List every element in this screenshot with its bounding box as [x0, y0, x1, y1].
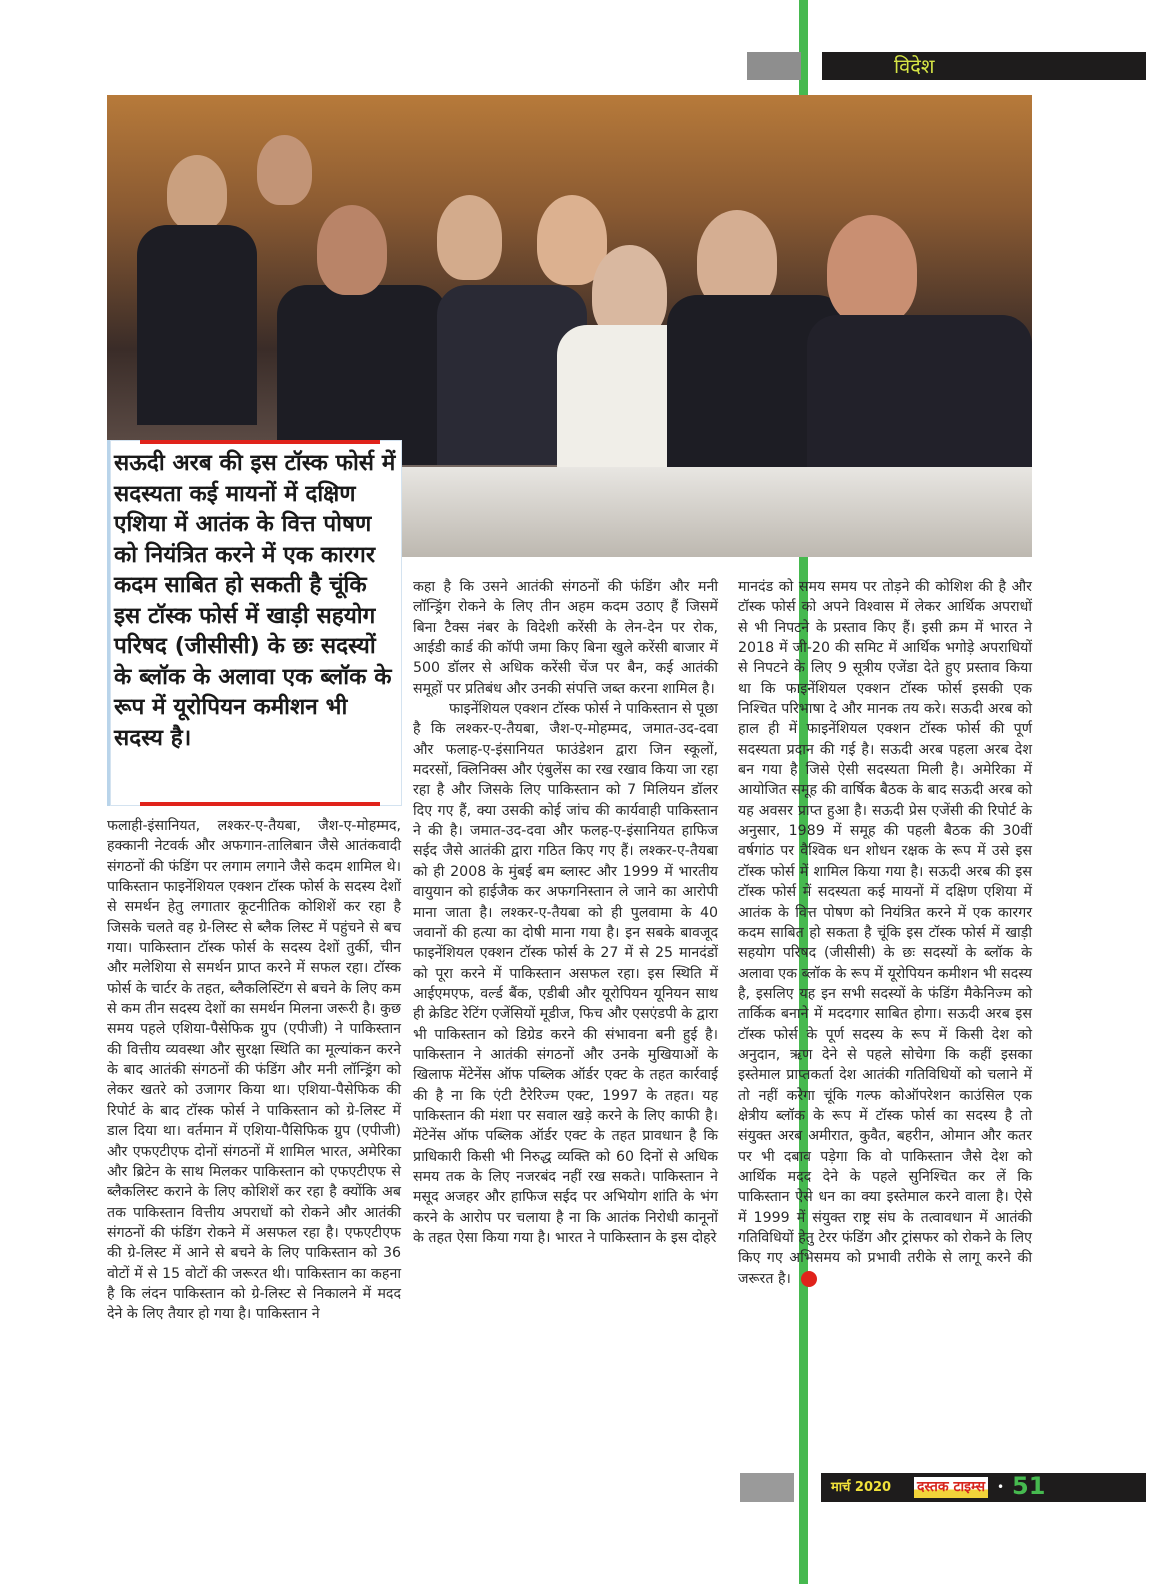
magazine-logo: दस्तक टाइम्स: [914, 1477, 988, 1498]
header-gray-block: [747, 52, 801, 80]
paragraph: फाइनेंशियल एक्शन टॉस्क फोर्स ने पाकिस्तान से पूछा है कि लश्कर-ए-तैयबा, जैश-ए-मोहम्मद, जमात-उद-दवा और फलाह-ए-इंसानियत फाउंडेशन द्वारा जिन स्कूलों, मदरसों, क्लिनिक्स और एंबुलेंस का रख रखाव किया जा रहा रहा है और जिसके लिए पाकिस्तान को 7 मिलियन डॉलर दिए गए हैं, क्या उसकी कोई जांच की कार्यवाही पाकिस्तान ने की है। जमात-उद-दवा और फलह-ए-इंसानियत हाफिज सईद जैसे आतंकी द्वारा गठित किए गए हैं। लश्कर-ए-तैयबा को ही 2008 के मुंबई बम ब्लास्ट और 1999 में भारतीय वायुयान को हाईजैक कर अफगनिस्तान ले जाने का आरोपी माना जाता है। लश्कर-ए-तैयबा को ही पुलवामा के 40 जवानों की हत्या का दोषी माना गया है। इन सबके बावजूद फाइनेंशियल एक्शन टॉस्क फोर्स के 27 में से 25 मानदंडों को पूरा करने में पाकिस्तान असफल रहा। इस स्थिति में आईएमएफ, वर्ल्ड बैंक, एडीबी और यूरोपियन यूनियन साथ ही क्रेडिट रेटिंग एजेंसियों मूडीज, फिच और एसएंडपी के द्वारा भी पाकिस्तान को डिग्रेड करने की संभावना बनी हुई है। पाकिस्तान ने आतंकी संगठनों और उनके मुखियाओं के खिलाफ मेंटेनेंस ऑफ पब्लिक ऑर्डर एक्ट के तहत कार्रवाई की है ना कि एंटी टैरेरिज्म एक्ट, 1997 के तहत। यह पाकिस्तान की मंशा पर सवाल खड़े करने के लिए काफी है। मेंटेनेंस ऑफ पब्लिक ऑर्डर एक्ट के तहत प्रावधान है कि प्राधिकारी किसी भी निरुद्ध व्यक्ति को 60 दिनों से अधिक समय तक के लिए नजरबंद नहीं रख सकते। पाकिस्तान ने मसूद अजहर और हाफिज सईद पर अभियोग शांति के भंग करने के आरोप पर चलाया है ना कि आतंक निरोधी कानूनों के तहत ऐसा किया गया है। भारत ने पाकिस्तान के इस दोहरे: [413, 701, 718, 1246]
paragraph: [738, 577, 1032, 1289]
paragraph: फलाही-इंसानियत, लश्कर-ए-तैयबा, जैश-ए-मोहम्मद, हक्कानी नेटवर्क और अफगान-तालिबान जैसे आतंकवादी संगठनों की फंडिंग पर लगाम लगाने जैसे कदम शामिल थे। पाकिस्तान फाइनेंशियल एक्शन टॉस्क फोर्स के सदस्य देशों से समर्थन हेतु लगातार कूटनीतिक कोशिशें कर रहा है जिसके चलते वह ग्रे-लिस्ट से ब्लैक लिस्ट में पहुंचने से बच गया। पाकिस्तान टॉस्क फोर्स के सदस्य देशों तुर्की, चीन और मलेशिया से समर्थन प्राप्त करने में सफल रहा। टॉस्क फोर्स के चार्टर के तहत, ब्लैकलिस्टिंग से बचने के लिए कम से कम तीन सदस्य देशों का समर्थन मिलना जरूरी है। कुछ समय पहले एशिया-पैसेफिक ग्रुप (एपीजी) ने पाकिस्तान की वित्तीय व्यवस्था और सुरक्षा स्थिति का मूल्यांकन करने के बाद आतंकी संगठनों की फंडिंग और मनी लॉन्ड्रिंग को लेकर खतरे को उजागर किया था। एशिया-पैसेफिक की रिपोर्ट के बाद टॉस्क फोर्स ने पाकिस्तान को ग्रे-लिस्ट में डाल दिया था। वर्तमान में एशिया-पैसिफिक ग्रुप (एपीजी) और एफएटीएफ दोनों संगठनों में शामिल भारत, अमेरिका और ब्रिटेन के साथ मिलकर पाकिस्तान को एफएटीएफ से ब्लैकलिस्ट कराने के लिए कोशिशें कर रहा है क्योंकि अब तक पाकिस्तान वित्तीय अपराधों को रोकने और आतंकी संगठनों की फंडिंग रोकने में असफल रहा है। एफएटीएफ की ग्रे-लिस्ट में आने से बचने के लिए पाकिस्तान को 36 वोटों में से 15 वोटों की जरूरत थी। पाकिस्तान का कहना है कि लंदन पाकिस्तान को ग्रे-लिस्ट से निकालने में मदद देने के लिए तैयार हो गया है। पाकिस्तान ने: [107, 818, 402, 1323]
footer-separator: •: [997, 1480, 1005, 1494]
pull-quote-top-rule: [140, 440, 380, 444]
paragraph: कहा है कि उसने आतंकी संगठनों की फंडिंग और मनी लॉन्ड्रिंग रोकने के लिए तीन अहम कदम उठाए हैं जिसमें बिना टैक्स नंबर के विदेशी करेंसी के लेन-देन पर रोक, आईडी कार्ड की कॉपी जमा किए बिना खुले करेंसी बाजार में 500 डॉलर से अधिक करेंसी चेंज पर बैन, कई आतंकी समूहों पर प्रतिबंध और उनकी संपत्ति जब्त करना शामिल है।: [413, 579, 718, 697]
footer-bar: [821, 1473, 1146, 1502]
end-mark-icon: [801, 1271, 817, 1287]
section-title: विदेश: [894, 54, 935, 78]
article-column-3: [738, 577, 1032, 1289]
page-number: 51: [1012, 1472, 1046, 1500]
issue-date: मार्च 2020: [831, 1480, 892, 1495]
footer-gray-block: [740, 1473, 794, 1502]
article-column-2: [413, 577, 718, 1248]
pull-quote-box: [107, 440, 402, 806]
pull-quote-bottom-rule: [140, 802, 380, 806]
article-column-1: [107, 816, 401, 1325]
pull-quote-text: सऊदी अरब की इस टॉस्क फोर्स में सदस्यता कई मायनों में दक्षिण एशिया में आतंक के वित्त पोषण को नियंत्रित करने में एक कारगर कदम साबित हो सकती है चूंकि इस टॉस्क फोर्स में खाड़ी सहयोग परिषद (जीसीसी) के छः सदस्यों के ब्लॉक के अलावा एक ब्लॉक के रूप में यूरोपियन कमीशन भी सदस्य है।: [114, 450, 396, 751]
section-header: [822, 52, 1146, 80]
paragraph-text: मानदंड को समय समय पर तोड़ने की कोशिश की है और टॉस्क फोर्स को अपने विश्वास में लेकर आर्थिक अपराधों से भी निपटने के प्रस्ताव किए हैं। इसी क्रम में भारत ने 2018 में जी-20 की समिट में आर्थिक भगोड़े अपराधियों से निपटने के लिए 9 सूत्रीय एजेंडा देते हुए प्रस्ताव किया था कि फाइनेंशियल एक्शन टॉस्क फोर्स इसकी एक निश्चित परिभाषा दे और मानक तय करे। सऊदी अरब को हाल ही में फाइनेंशियल एक्शन टॉस्क फोर्स की पूर्ण सदस्यता प्रदान की गई है। सऊदी अरब पहला अरब देश बन गया है जिसे ऐसी सदस्यता मिली है। अमेरिका में आयोजित समूह की वार्षिक बैठक के बाद सऊदी अरब को यह अवसर प्राप्त हुआ है। सऊदी प्रेस एजेंसी की रिपोर्ट के अनुसार, 1989 में समूह की पहली बैठक की 30वीं वर्षगांठ पर वैश्विक धन शोधन रक्षक के रूप में उसे इस टॉस्क फोर्स में शामिल किया गया है। सऊदी अरब की इस टॉस्क फोर्स में सदस्यता कई मायनों में दक्षिण एशिया में आतंक के वित्त पोषण को नियंत्रित करने में एक कारगर कदम साबित हो सकता है चूंकि इस टॉस्क फोर्स में खाड़ी सहयोग परिषद (जीसीसी) के छः सदस्यों के ब्लॉक के अलावा एक ब्लॉक के रूप में यूरोपियन कमीशन भी सदस्य है, इसलिए यह इन सभी सदस्यों के फंडिंग मैकेनिज्म को तार्किक बनाने में मददगार साबित होगा। सऊदी अरब इस टॉस्क फोर्स के पूर्ण सदस्य के रूप में किसी देश को अनुदान, ऋण देने से पहले सोचेगा कि कहीं इसका इस्तेमाल प्राप्तकर्ता देश आतंकी गतिविधियों को चलाने में तो नहीं करेगा चूंकि गल्फ कोऑपरेशन काउंसिल एक क्षेत्रीय ब्लॉक के रूप में टॉस्क फोर्स का सदस्य है तो संयुक्त अरब अमीरात, कुवैत, बहरीन, ओमान और कतर पर भी दबाव पड़ेगा कि वो पाकिस्तान जैसे देश को आर्थिक मदद देने के पहले सुनिश्चित कर लें कि पाकिस्तान ऐसे धन का क्या इस्तेमाल करने वाला है। ऐसे में 1999 में संयुक्त राष्ट्र संघ के तत्वावधान में आतंकी गतिविधियों हेतु टेरर फंडिंग और ट्रांसफर को रोकने के लिए किए गए अभिसमय को प्रभावी तरीके से लागू करने की जरूरत है।: [738, 579, 1032, 1287]
